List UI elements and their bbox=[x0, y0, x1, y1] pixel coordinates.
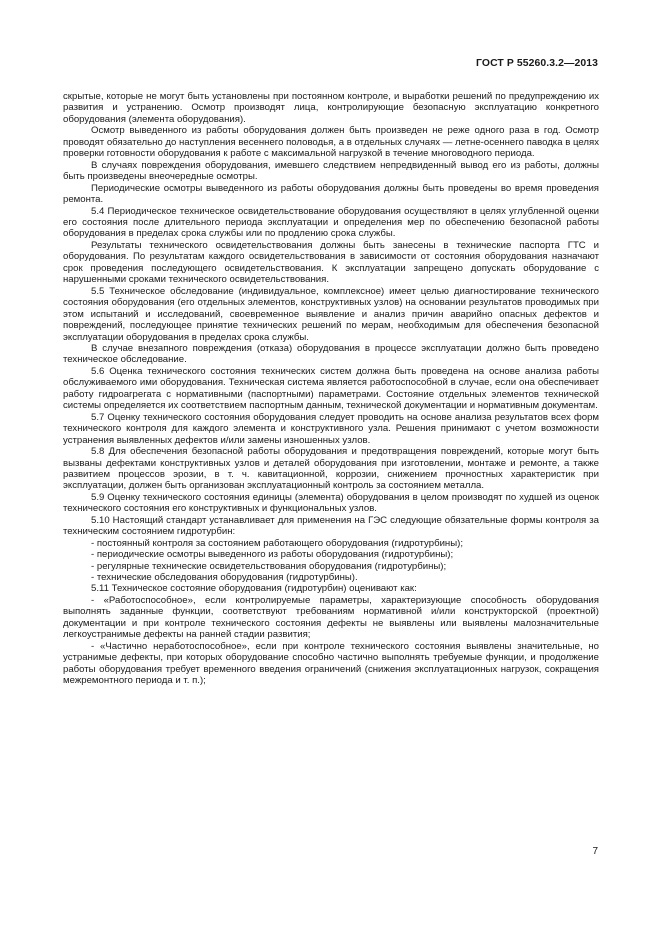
clause-5-4: 5.4 Периодическое техническое освидетельствование оборудования осуществляют в целях углубленной оценки его состояния после длительного периода эксплуатации и определения мер по обеспечению безопасной работы оборудования в пределах срока службы или по продлению срока службы. bbox=[63, 205, 599, 240]
clause-5-10: 5.10 Настоящий стандарт устанавливает для применения на ГЭС следующие обязательные формы контроля за техническим состоянием гидротурбин: bbox=[63, 514, 599, 538]
paragraph: В случае внезапного повреждения (отказа) оборудования в процессе эксплуатации должно быть проведено техническое обследование. bbox=[63, 342, 599, 366]
paragraph-continuation: скрытые, которые не могут быть установлены при постоянном контроле, и выработки решений по предупреждению их развития и устранению. Осмотр производят лица, контролирующие безопасную эксплуатацию конкретного оборудования (элемента оборудования). bbox=[63, 91, 599, 125]
list-item: - технические обследования оборудования (гидротурбины). bbox=[91, 572, 358, 584]
clause-5-5: 5.5 Техническое обследование (индивидуальное, комплексное) имеет целью диагностирование технического состояния оборудования (его отдельных элементов, конструктивных узлов) на основании результатов проводимых при этом испытаний и исследований, своевременное выявление и анализ причин аварийно опасных дефектов и повреждений, последующее принятие технических решений по мерам, необходимым для обеспечения безопасной эксплуатации оборудования в пределах срока службы. bbox=[63, 285, 599, 343]
clause-5-6: 5.6 Оценка технического состояния технических систем должна быть проведена на основе анализа работы обслуживаемого ими оборудования. Техническая система является работоспособной в случае, если она обеспечивает работу гидроагрегата с нормативными (паспортными) параметрами. Состояние отдельных элементов технической системы определяется их соответствием паспортным данным, технической документации и нормативным документам. bbox=[63, 365, 599, 412]
clause-5-7: 5.7 Оценку технического состояния оборудования следует проводить на основе анализа результатов всех форм технического контроля для каждого элемента и конструктивного узла. Решения принимают с учетом возможности устранения выявленных дефектов и/или замены изношенных узлов. bbox=[63, 411, 599, 446]
paragraph: Осмотр выведенного из работы оборудования должен быть произведен не реже одного раза в год. Осмотр проводят обязательно до наступления весеннего половодья, а в отдельных случаях — летне-осеннего паводка в целях проверки готовности оборудования к работе с максимальной нагрузкой в течение многоводного периода. bbox=[63, 125, 599, 160]
list-item: - постоянный контроля за состоянием работающего оборудования (гидротурбины); bbox=[91, 537, 463, 549]
list-item: - «Частично неработоспособное», если при контроле технического состояния выявлены значительные, но устранимые дефекты, при которых оборудование способно частично выполнять требуемые функции, и продолжение работы оборудования требует временного введения ограничений (снижения эксплуатационных нагрузок, сокращения межремонтного периода и т. п.); bbox=[63, 640, 599, 687]
list-item: - регулярные технические освидетельствования оборудования (гидротурбины); bbox=[91, 560, 447, 572]
paragraph: В случаях повреждения оборудования, имевшего следствием непредвиденный вывод его из работы, должны быть произведены внеочередные осмотры. bbox=[63, 159, 599, 183]
page-number: 7 bbox=[592, 846, 598, 857]
clause-5-9: 5.9 Оценку технического состояния единицы (элемента) оборудования в целом производят по худшей из оценок технического состояния его конструктивных и функциональных узлов. bbox=[63, 491, 599, 515]
list-item: - «Работоспособное», если контролируемые параметры, характеризующие способность оборудования выполнять заданные функции, соответствуют требованиям нормативной и/или конструкторской (проектной) документации и при контроле технического состояния дефекты не выявлены или выявлены малозначительные легкоустранимые дефекты на ранней стадии развития; bbox=[63, 594, 599, 641]
document-body bbox=[63, 91, 599, 687]
list-item: - периодические осмотры выведенного из работы оборудования (гидротурбины); bbox=[91, 549, 454, 561]
clause-5-11: 5.11 Техническое состояние оборудования (гидротурбин) оценивают как: bbox=[91, 583, 417, 595]
standard-code: ГОСТ Р 55260.3.2—2013 bbox=[476, 58, 598, 69]
paragraph: Результаты технического освидетельствования должны быть занесены в технические паспорта ГТС и оборудования. По результатам каждого освидетельствования в зависимости от состояния оборудования назначают срок проведения последующего освидетельствования. К эксплуатации запрещено допускать оборудование с нарушенными сроками технического освидетельствования. bbox=[63, 239, 599, 286]
paragraph: Периодические осмотры выведенного из работы оборудования должны быть проведены во время проведения ремонта. bbox=[63, 182, 599, 206]
clause-5-8: 5.8 Для обеспечения безопасной работы оборудования и предотвращения повреждений, которые могут быть вызваны дефектами конструктивных узлов и деталей оборудования при изготовлении, монтаже и ремонте, а также развитием процессов эрозии, в т. ч. кавитационной, коррозии, снижением прочностных характеристик при эксплуатации, должен быть организован эксплуатационный контроль за состоянием металла. bbox=[63, 446, 599, 492]
